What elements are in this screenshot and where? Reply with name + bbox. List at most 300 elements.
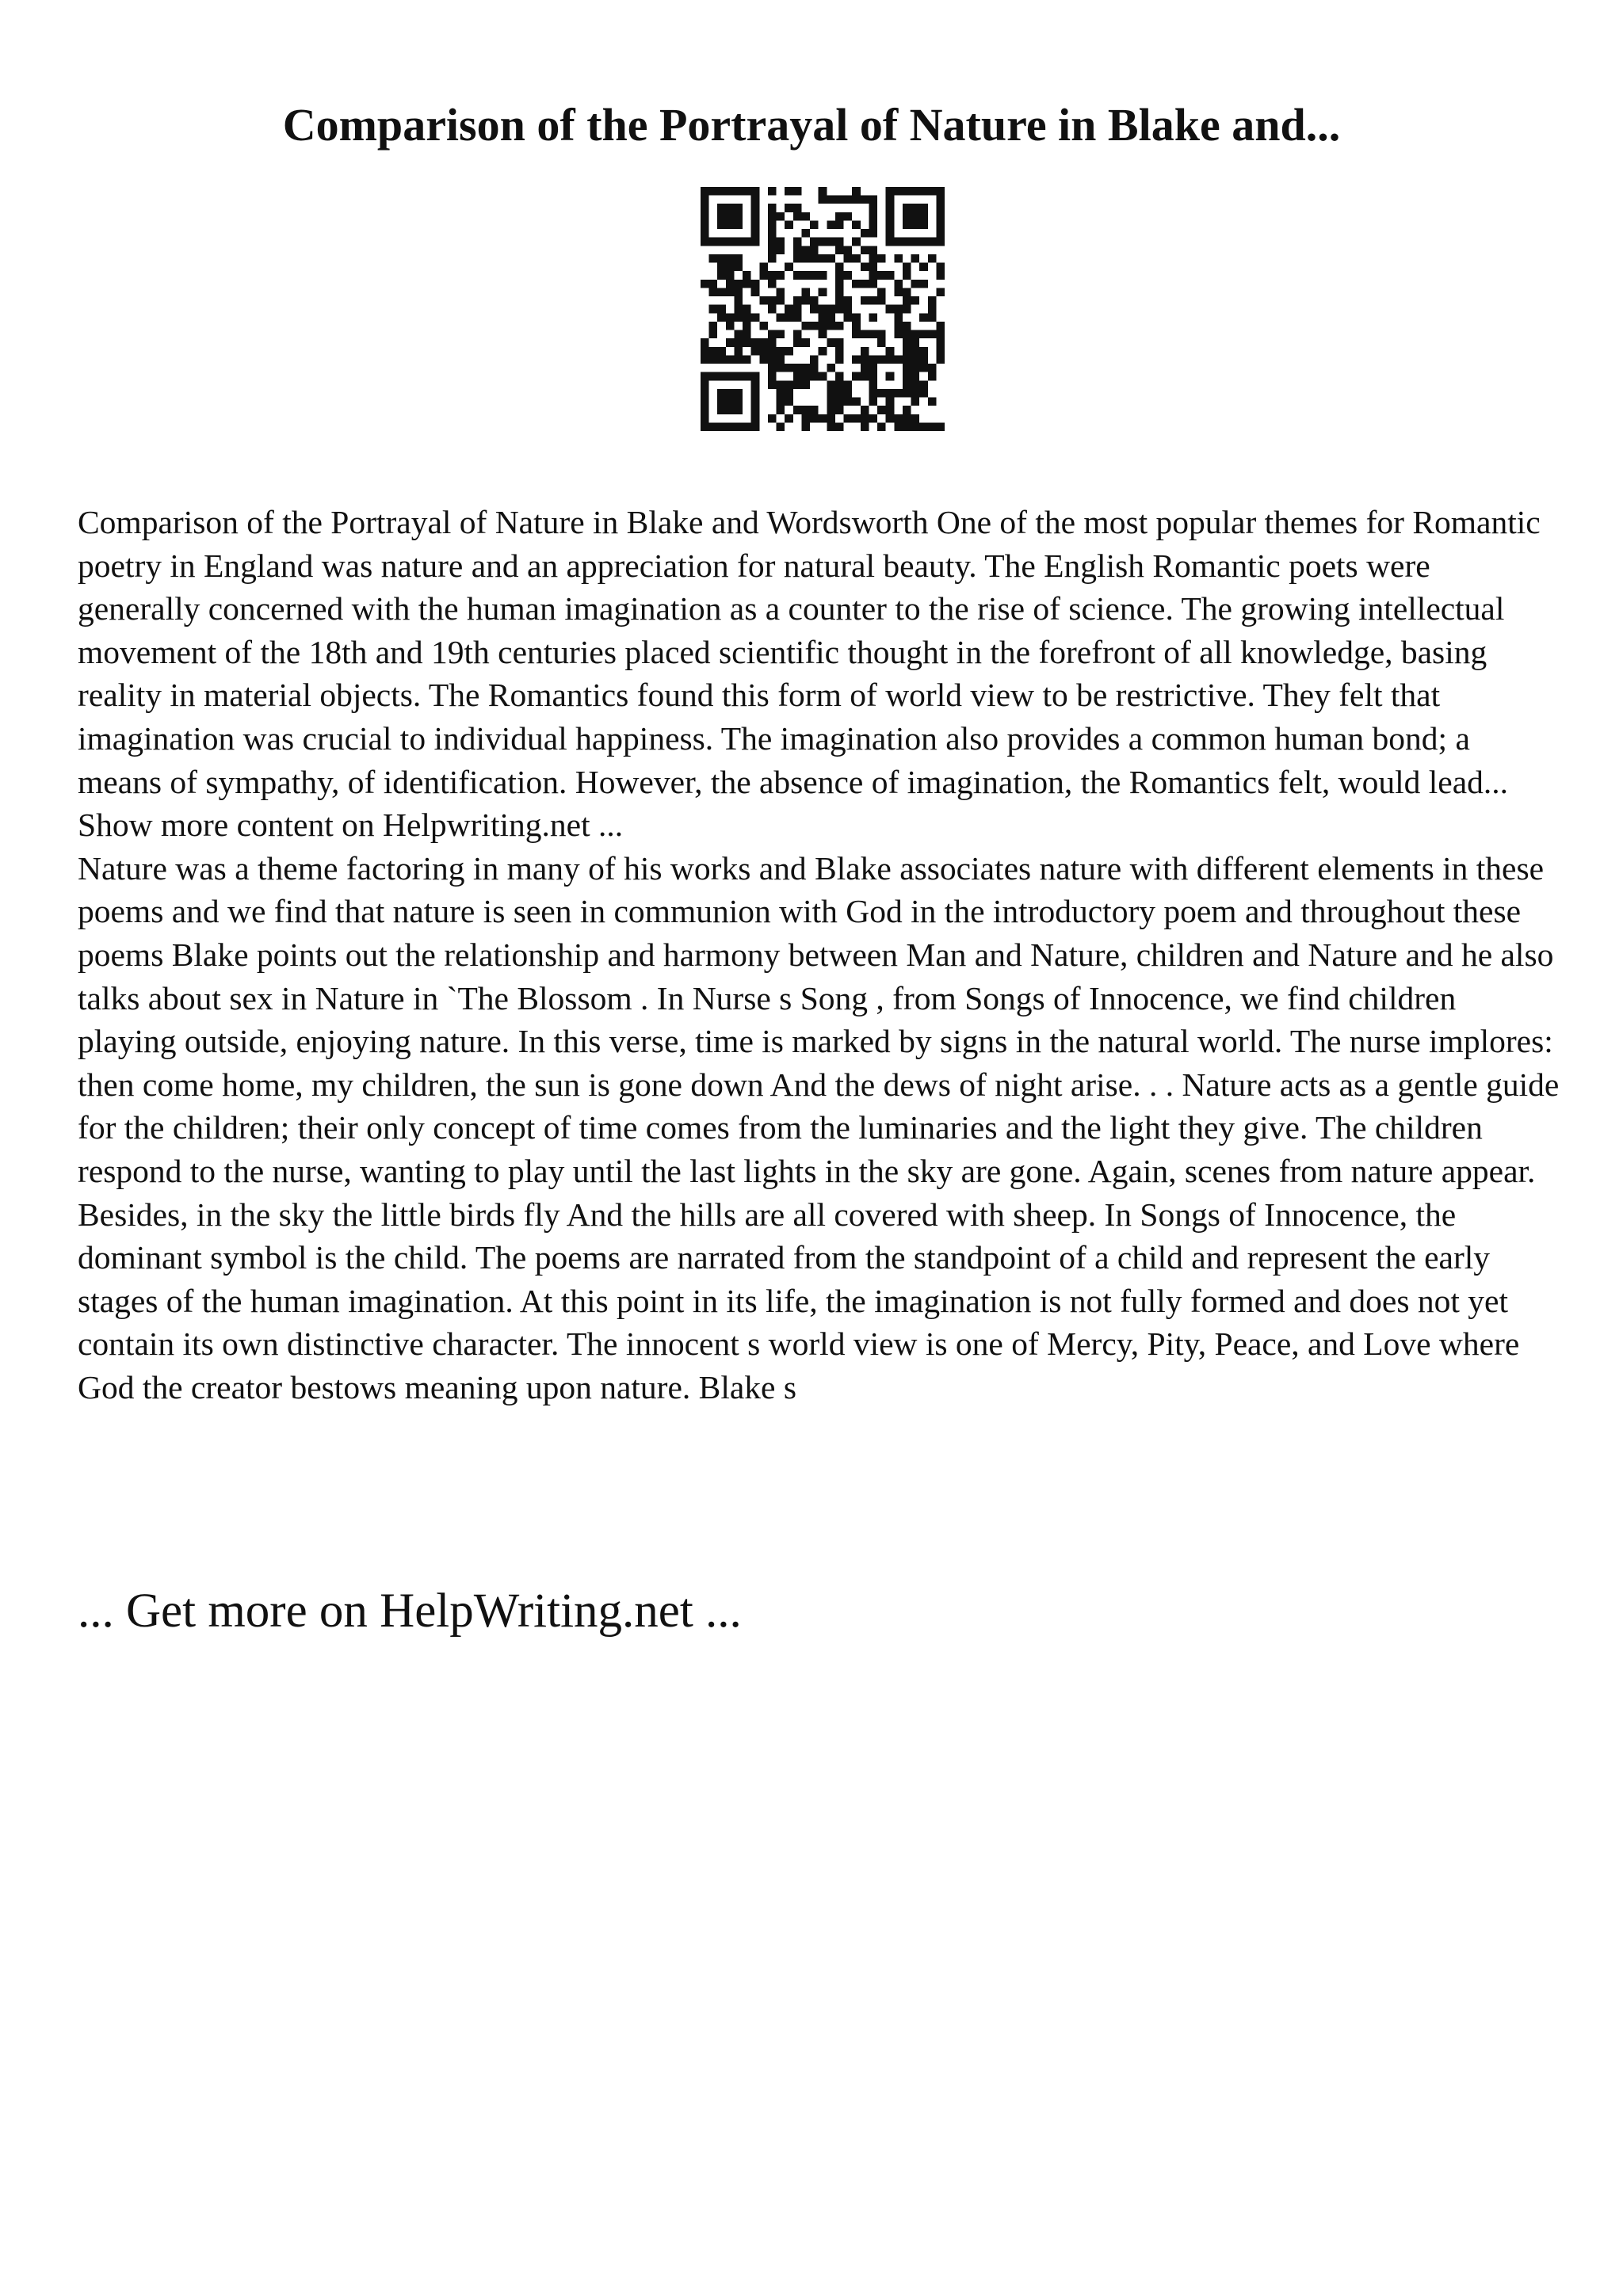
qr-module — [726, 389, 735, 398]
qr-module — [768, 238, 777, 246]
qr-module — [751, 280, 760, 288]
qr-module — [827, 398, 835, 406]
qr-module — [701, 355, 709, 364]
qr-module — [777, 355, 785, 364]
qr-module — [827, 196, 835, 204]
qr-module — [869, 220, 877, 229]
qr-module — [928, 330, 937, 339]
qr-module — [903, 296, 911, 305]
qr-module — [903, 330, 911, 339]
qr-module — [869, 246, 877, 254]
qr-module — [717, 347, 726, 356]
qr-module — [911, 414, 920, 423]
qr-module — [928, 372, 937, 381]
qr-module — [903, 322, 911, 330]
qr-module — [768, 380, 777, 389]
qr-module — [835, 380, 844, 389]
qr-module — [827, 313, 835, 322]
qr-module — [785, 380, 793, 389]
qr-module — [777, 238, 785, 246]
qr-module — [936, 229, 945, 238]
qr-module — [751, 372, 760, 381]
qr-module — [801, 296, 810, 305]
qr-module — [903, 406, 911, 414]
qr-module — [861, 364, 869, 372]
qr-module — [759, 271, 768, 280]
qr-module — [751, 238, 760, 246]
qr-module — [759, 355, 768, 364]
qr-module — [709, 355, 718, 364]
qr-module — [701, 238, 709, 246]
qr-module — [827, 305, 835, 314]
paragraph-intro: Comparison of the Portrayal of Nature in Blake and Wordsworth One of the most popular themes for Romantic poetry in England was nature and an appreciation for natural beauty. The English Romantic poets were generally concerned with the human imagination as a counter to the rise of science. The growing intellectual movement of the 18th and 19th centuries placed scientific thought in the forefront of all knowledge, basing reality in material objects. The Romantics found this form of world view to be restrictive. They felt that imagination was crucial to individual happiness. The imagination also provides a common human bond; a means of sympathy, of identification. However, the absence of imagination, the Romantics felt, would lead... Show more content on Helpwriting.net ... — [78, 504, 1541, 844]
qr-module — [777, 246, 785, 254]
qr-module — [717, 212, 726, 221]
qr-module — [894, 422, 903, 431]
qr-module — [844, 196, 853, 204]
qr-module — [785, 313, 793, 322]
qr-module — [810, 305, 819, 314]
qr-module — [785, 220, 793, 229]
qr-module — [785, 305, 793, 314]
qr-module — [734, 422, 743, 431]
qr-module — [759, 322, 768, 330]
qr-module — [827, 238, 835, 246]
qr-module — [751, 422, 760, 431]
qr-module — [793, 305, 802, 314]
qr-module — [751, 288, 760, 296]
qr-module — [717, 238, 726, 246]
qr-module — [861, 355, 869, 364]
qr-module — [877, 330, 886, 339]
qr-module — [928, 313, 937, 322]
qr-module — [777, 296, 785, 305]
qr-module — [743, 330, 751, 339]
qr-module — [709, 330, 718, 339]
qr-module — [734, 406, 743, 414]
qr-module — [861, 280, 869, 288]
qr-module — [936, 271, 945, 280]
qr-module — [861, 196, 869, 204]
qr-module — [869, 254, 877, 263]
qr-module — [743, 313, 751, 322]
qr-module — [734, 389, 743, 398]
qr-module — [759, 296, 768, 305]
qr-module — [743, 280, 751, 288]
qr-module — [810, 364, 819, 372]
qr-module — [894, 288, 903, 296]
qr-module — [877, 406, 886, 414]
qr-module — [835, 196, 844, 204]
qr-module — [877, 389, 886, 398]
qr-module — [936, 204, 945, 212]
qr-module — [751, 347, 760, 356]
qr-module — [835, 372, 844, 381]
qr-module — [869, 271, 877, 280]
qr-module — [801, 246, 810, 254]
qr-module — [903, 305, 911, 314]
qr-module — [734, 347, 743, 356]
qr-module — [785, 187, 793, 196]
qr-module — [726, 212, 735, 221]
qr-module — [785, 364, 793, 372]
qr-module — [701, 380, 709, 389]
qr-module — [726, 355, 735, 364]
qr-module — [819, 305, 827, 314]
qr-module — [936, 347, 945, 356]
qr-module — [717, 187, 726, 196]
qr-module — [734, 313, 743, 322]
qr-module — [751, 313, 760, 322]
qr-module — [911, 280, 920, 288]
qr-module — [793, 406, 802, 414]
qr-module — [844, 305, 853, 314]
qr-module — [726, 238, 735, 246]
document-body — [78, 501, 1560, 1409]
qr-module — [734, 296, 743, 305]
qr-module — [734, 305, 743, 314]
qr-module — [835, 280, 844, 288]
qr-module — [801, 229, 810, 238]
qr-module — [919, 220, 928, 229]
qr-module — [717, 254, 726, 263]
qr-module — [861, 330, 869, 339]
qr-module — [734, 254, 743, 263]
qr-module — [751, 380, 760, 389]
qr-module — [827, 414, 835, 423]
qr-module — [886, 238, 895, 246]
qr-module — [793, 296, 802, 305]
qr-module — [819, 313, 827, 322]
qr-module — [903, 364, 911, 372]
qr-module — [717, 204, 726, 212]
qr-module — [861, 372, 869, 381]
qr-module — [777, 422, 785, 431]
qr-module — [751, 389, 760, 398]
qr-module — [743, 305, 751, 314]
qr-module — [810, 355, 819, 364]
document-title: Comparison of the Portrayal of Nature in Blake and... — [282, 99, 1341, 151]
qr-module — [751, 204, 760, 212]
qr-module — [726, 372, 735, 381]
qr-module — [919, 330, 928, 339]
qr-module — [777, 406, 785, 414]
qr-module — [801, 271, 810, 280]
qr-module — [852, 187, 861, 196]
qr-module — [919, 238, 928, 246]
qr-module — [869, 355, 877, 364]
qr-module — [717, 271, 726, 280]
qr-module — [793, 187, 802, 196]
qr-module — [793, 246, 802, 254]
qr-module — [861, 296, 869, 305]
qr-module — [869, 414, 877, 423]
qr-module — [936, 220, 945, 229]
qr-module — [911, 204, 920, 212]
qr-module — [777, 364, 785, 372]
qr-module — [743, 238, 751, 246]
qr-module — [793, 238, 802, 246]
qr-module — [709, 288, 718, 296]
qr-module — [928, 364, 937, 372]
qr-module — [793, 380, 802, 389]
qr-module — [844, 380, 853, 389]
qr-module — [701, 372, 709, 381]
qr-module — [861, 263, 869, 272]
qr-module — [751, 229, 760, 238]
qr-module — [861, 246, 869, 254]
qr-module — [726, 398, 735, 406]
qr-module — [835, 305, 844, 314]
qr-module — [777, 398, 785, 406]
qr-module — [768, 246, 777, 254]
qr-module — [717, 313, 726, 322]
qr-module — [751, 414, 760, 423]
qr-module — [726, 313, 735, 322]
qr-module — [793, 338, 802, 347]
qr-module — [701, 414, 709, 423]
qr-module — [919, 389, 928, 398]
qr-module — [801, 322, 810, 330]
qr-module — [844, 414, 853, 423]
qr-module — [886, 389, 895, 398]
qr-module — [701, 406, 709, 414]
qr-module — [717, 389, 726, 398]
qr-module — [835, 288, 844, 296]
qr-module — [751, 406, 760, 414]
qr-module — [903, 212, 911, 221]
qr-module — [911, 212, 920, 221]
qr-module — [911, 238, 920, 246]
qr-module — [903, 220, 911, 229]
qr-module — [827, 422, 835, 431]
qr-module — [844, 254, 853, 263]
qr-module — [751, 398, 760, 406]
qr-module — [801, 414, 810, 423]
qr-module — [861, 414, 869, 423]
qr-module — [743, 322, 751, 330]
qr-module — [835, 322, 844, 330]
qr-module — [726, 422, 735, 431]
qr-module — [886, 406, 895, 414]
qr-module — [709, 305, 718, 314]
qr-module — [726, 254, 735, 263]
qr-module — [894, 414, 903, 423]
qr-module — [835, 347, 844, 356]
qr-module — [911, 296, 920, 305]
qr-module — [777, 330, 785, 339]
qr-module — [835, 355, 844, 364]
qr-module — [835, 246, 844, 254]
qr-module — [709, 422, 718, 431]
qr-module — [827, 406, 835, 414]
qr-module — [701, 212, 709, 221]
qr-module — [810, 246, 819, 254]
qr-module — [919, 204, 928, 212]
qr-module — [886, 212, 895, 221]
qr-module — [835, 338, 844, 347]
qr-module — [852, 220, 861, 229]
qr-module — [759, 347, 768, 356]
qr-module — [911, 364, 920, 372]
qr-module — [726, 263, 735, 272]
qr-module — [726, 271, 735, 280]
qr-module — [936, 288, 945, 296]
qr-module — [827, 220, 835, 229]
qr-module — [701, 220, 709, 229]
qr-module — [919, 355, 928, 364]
qr-module — [701, 229, 709, 238]
qr-module — [919, 347, 928, 356]
qr-module — [835, 238, 844, 246]
qr-module — [852, 196, 861, 204]
qr-module — [886, 305, 895, 314]
qr-module — [894, 389, 903, 398]
qr-module — [726, 338, 735, 347]
qr-module — [827, 380, 835, 389]
qr-module — [793, 254, 802, 263]
qr-module — [717, 355, 726, 364]
qr-module — [919, 380, 928, 389]
qr-code-icon — [701, 187, 945, 431]
qr-module — [793, 204, 802, 212]
qr-module — [777, 380, 785, 389]
qr-module — [777, 212, 785, 221]
qr-module — [768, 271, 777, 280]
qr-module — [928, 422, 937, 431]
qr-module — [869, 389, 877, 398]
qr-module — [777, 313, 785, 322]
qr-module — [886, 372, 895, 381]
qr-module — [701, 389, 709, 398]
qr-module — [894, 280, 903, 288]
qr-module — [928, 398, 937, 406]
qr-module — [869, 380, 877, 389]
qr-module — [852, 238, 861, 246]
qr-module — [701, 187, 709, 196]
qr-module — [717, 263, 726, 272]
qr-module — [734, 288, 743, 296]
qr-module — [911, 338, 920, 347]
qr-module — [734, 187, 743, 196]
qr-module — [751, 212, 760, 221]
qr-module — [709, 322, 718, 330]
qr-module — [768, 212, 777, 221]
qr-module — [903, 414, 911, 423]
qr-module — [726, 204, 735, 212]
qr-module — [844, 246, 853, 254]
qr-module — [819, 414, 827, 423]
qr-module — [903, 380, 911, 389]
qr-module — [877, 355, 886, 364]
qr-module — [743, 355, 751, 364]
qr-module — [726, 288, 735, 296]
qr-module — [734, 204, 743, 212]
qr-module — [869, 263, 877, 272]
qr-module — [894, 305, 903, 314]
qr-module — [785, 347, 793, 356]
qr-module — [903, 204, 911, 212]
qr-module — [819, 347, 827, 356]
qr-module — [734, 398, 743, 406]
qr-module — [869, 313, 877, 322]
get-more-link[interactable]: ... Get more on HelpWriting.net ... — [78, 1585, 742, 1638]
qr-module — [911, 330, 920, 339]
qr-module — [810, 271, 819, 280]
qr-module — [844, 313, 853, 322]
qr-module — [827, 254, 835, 263]
qr-module — [886, 204, 895, 212]
qr-module — [777, 288, 785, 296]
qr-module — [869, 204, 877, 212]
qr-module — [911, 347, 920, 356]
qr-module — [835, 406, 844, 414]
qr-module — [768, 347, 777, 356]
qr-module — [810, 220, 819, 229]
qr-module — [919, 212, 928, 221]
qr-module — [919, 263, 928, 272]
qr-module — [827, 364, 835, 372]
qr-module — [734, 330, 743, 339]
qr-module — [877, 296, 886, 305]
qr-module — [768, 296, 777, 305]
qr-module — [726, 406, 735, 414]
qr-module — [726, 280, 735, 288]
qr-module — [734, 263, 743, 272]
qr-module — [819, 330, 827, 339]
qr-module — [810, 406, 819, 414]
qr-module — [919, 280, 928, 288]
qr-module — [903, 355, 911, 364]
qr-module — [861, 422, 869, 431]
qr-module — [835, 296, 844, 305]
qr-module — [861, 347, 869, 356]
qr-module — [768, 330, 777, 339]
qr-module — [894, 254, 903, 263]
qr-module — [709, 187, 718, 196]
qr-module — [777, 389, 785, 398]
qr-module — [701, 422, 709, 431]
qr-module — [701, 280, 709, 288]
qr-module — [751, 220, 760, 229]
qr-module — [768, 280, 777, 288]
qr-module — [785, 389, 793, 398]
qr-module — [777, 271, 785, 280]
qr-module — [801, 254, 810, 263]
qr-module — [911, 389, 920, 398]
qr-module — [701, 398, 709, 406]
qr-module — [894, 238, 903, 246]
qr-module — [726, 220, 735, 229]
qr-module — [768, 338, 777, 347]
qr-module — [768, 372, 777, 381]
qr-module — [911, 380, 920, 389]
qr-module — [717, 288, 726, 296]
qr-module — [936, 238, 945, 246]
qr-module — [928, 187, 937, 196]
qr-module — [852, 398, 861, 406]
qr-module — [801, 372, 810, 381]
qr-module — [844, 212, 853, 221]
qr-module — [759, 338, 768, 347]
qr-module — [717, 398, 726, 406]
qr-module — [936, 338, 945, 347]
qr-module — [903, 187, 911, 196]
qr-module — [701, 204, 709, 212]
qr-module — [734, 220, 743, 229]
qr-module — [844, 398, 853, 406]
qr-module — [768, 187, 777, 196]
